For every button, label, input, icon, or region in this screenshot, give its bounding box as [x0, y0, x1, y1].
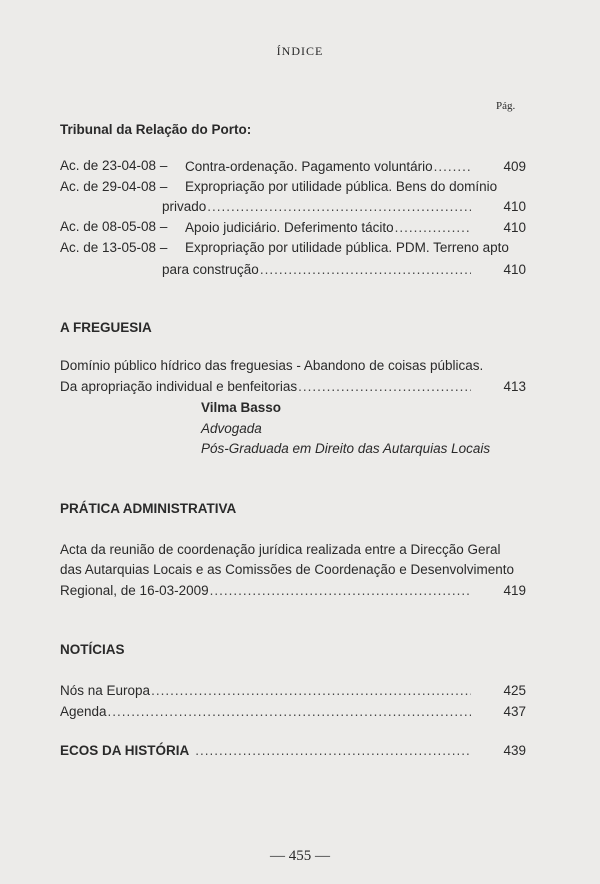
- entry-line: [60, 703, 475, 721]
- article-title-line: Acta da reunião de coordenação jurídica realizada entre a Direcção Geral: [60, 542, 501, 557]
- dot-leader: [207, 198, 471, 216]
- article-page: 413: [503, 379, 526, 394]
- dot-leader: [434, 158, 471, 176]
- entry-page: 410: [503, 262, 526, 277]
- entry-title: Agenda: [60, 704, 107, 719]
- article-title-line: das Autarquias Locais e as Comissões de Coordenação e Desenvolvimento: [60, 562, 515, 577]
- section-heading-pratica: PRÁTICA ADMINISTRATIVA: [60, 501, 237, 516]
- dot-leader: [395, 219, 471, 237]
- section-heading-ecos: ECOS DA HISTÓRIA: [60, 743, 190, 758]
- dot-leader: [151, 682, 471, 700]
- entry-title: Apoio judiciário. Deferimento tácito: [185, 220, 394, 235]
- dot-leader: [298, 378, 471, 396]
- dot-leader: [195, 742, 471, 760]
- author-name: Vilma Basso: [201, 400, 282, 415]
- entry-page: 410: [503, 199, 526, 214]
- author-credential: Pós-Graduada em Direito das Autarquias Locais: [201, 441, 491, 456]
- entry-date: Ac. de 23-04-08 –: [60, 158, 168, 173]
- section-heading-noticias: NOTÍCIAS: [60, 642, 125, 657]
- section-heading-tribunal: Tribunal da Relação do Porto:: [60, 122, 252, 137]
- article-page: 419: [503, 583, 526, 598]
- section-ecos-line: [60, 742, 475, 760]
- entry-line: [185, 219, 475, 237]
- entry-line: [162, 261, 475, 279]
- entry-date: Ac. de 13-05-08 –: [60, 240, 168, 255]
- entry-page: 425: [503, 683, 526, 698]
- article-title-line: [60, 378, 475, 396]
- entry-title-cont: privado: [162, 199, 207, 214]
- article-title-line: [60, 582, 475, 600]
- dot-leader: [210, 582, 471, 600]
- page-header: ÍNDICE: [276, 44, 324, 58]
- entry-line: [60, 682, 475, 700]
- article-title-cont: Regional, de 16-03-2009: [60, 583, 209, 598]
- entry-line: [162, 198, 475, 216]
- entry-title: Expropriação por utilidade pública. Bens do domínio: [185, 179, 498, 194]
- entry-date: Ac. de 08-05-08 –: [60, 219, 168, 234]
- entry-page: 437: [503, 704, 526, 719]
- author-role: Advogada: [201, 421, 262, 436]
- article-title-cont: Da apropriação individual e benfeitorias: [60, 379, 298, 394]
- section-heading-freguesia: A FREGUESIA: [60, 320, 152, 335]
- dot-leader: [260, 261, 471, 279]
- entry-line: [185, 158, 475, 176]
- article-title-line: Domínio público hídrico das freguesias - Abandono de coisas públicas.: [60, 358, 484, 373]
- entry-title: Nós na Europa: [60, 683, 151, 698]
- entry-title-cont: para construção: [162, 262, 259, 277]
- entry-title: Contra-ordenação. Pagamento voluntário: [185, 159, 433, 174]
- entry-page: 409: [503, 159, 526, 174]
- entry-title: Expropriação por utilidade pública. PDM. Terreno apto: [185, 240, 509, 255]
- page-number: — 455 —: [270, 848, 330, 864]
- dot-leader: [108, 703, 471, 721]
- section-ecos-page: 439: [503, 743, 526, 758]
- entry-date: Ac. de 29-04-08 –: [60, 179, 168, 194]
- entry-page: 410: [503, 220, 526, 235]
- page-column-label: Pág.: [496, 100, 516, 112]
